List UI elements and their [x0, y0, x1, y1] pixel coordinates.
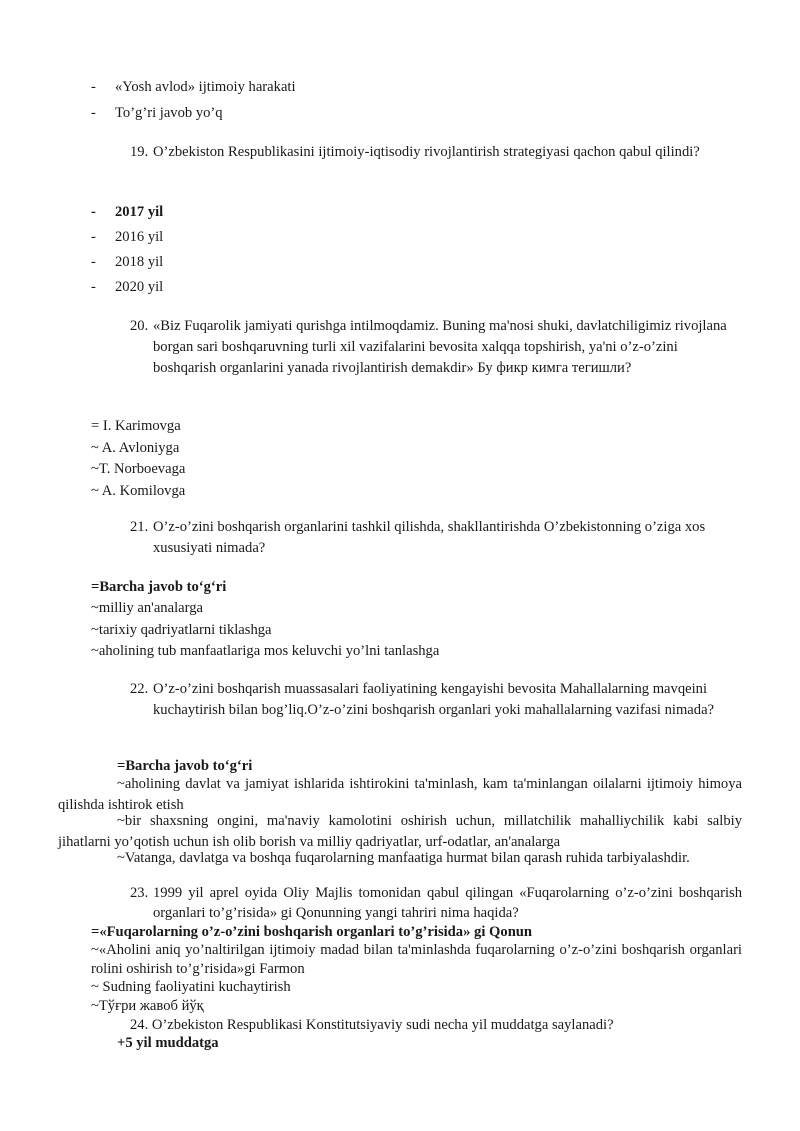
question-text: O’z-o’zini boshqarish muassasalari faoliyatining kengayishi bevosita Mahallalarning mavqeini kuchaytirish bilan bog’liq.O’z-o’zini boshqarish organlari yoki mahallalarning vazifasi nimada?: [153, 681, 715, 718]
dash-marker: -: [91, 105, 96, 121]
question-text: O’zbekiston Respublikasi Konstitutsiyaviy sudi necha yil muddatga saylanadi?: [151, 1017, 614, 1033]
answer-option: ~«Aholini aniq yo’naltirilgan ijtimoiy madad bilan ta'minlashda fuqarolarning o’z-o’zini boshqarish organlari rolini oshirish to’g’risida»gi Farmon: [91, 942, 742, 977]
answer-option: [58, 811, 742, 853]
answer-correct: +5 yil muddatga: [117, 1035, 219, 1051]
answer-option: ~ Sudning faoliyatini kuchaytirish: [91, 979, 291, 995]
answer-option: ~Tўғри жавоб йўқ: [91, 998, 204, 1014]
answer-option: ~ A. Komilovga: [91, 483, 186, 499]
question-19: [130, 142, 742, 163]
dash-marker: -: [91, 204, 96, 220]
dash-marker: -: [91, 229, 96, 245]
question-text: O’z-o’zini boshqarish organlarini tashkil qilishda, shakllantirishda O’zbekistonning o’ziga xos xususiyati nimada?: [153, 519, 706, 556]
question-20: [130, 316, 742, 379]
answer-option-text: ~aholining davlat va jamiyat ishlarida ishtirokini ta'minlash, kam ta'minlangan oilalarni ijtimoiy himoya qilishda ishtirok etish: [58, 776, 742, 813]
answer-option-text: To’g’ri javob yo’q: [115, 105, 223, 121]
answer-option-text: 2018 yil: [115, 254, 164, 270]
answer-option: ~aholining tub manfaatlariga mos keluvchi yo’lni tanlashga: [91, 643, 440, 659]
question-23: [130, 883, 742, 923]
question-22: [130, 679, 742, 721]
question-number: 23.: [130, 885, 149, 901]
answer-option: [91, 253, 741, 272]
question-text: 1999 yil aprel oyida Oliy Majlis tomonidan qabul qilingan «Fuqarolarning o’z-o’zini boshqarish organlari to’g’risida» gi Qonunning yangi tahriri nima haqida?: [153, 885, 742, 921]
dash-marker: -: [91, 279, 96, 295]
question-21: [130, 517, 742, 559]
question-text: O’zbekiston Respublikasini ijtimoiy-iqtisodiy rivojlantirish strategiyasi qachon qabul qilindi?: [153, 144, 700, 160]
answer-correct: =Barcha javob to‘g‘ri: [91, 579, 227, 595]
answer-option: [91, 78, 741, 97]
question-number: 19.: [130, 144, 149, 160]
answer-correct: = I. Karimovga: [91, 418, 181, 434]
answer-correct: =Barcha javob to‘g‘ri: [117, 758, 253, 774]
question-number: 20.: [130, 318, 149, 334]
answer-option: [58, 774, 742, 816]
answer-option-text: «Yosh avlod» ijtimoiy harakati: [115, 79, 296, 95]
answer-option: ~T. Norboevaga: [91, 461, 186, 477]
answer-option-correct: [91, 203, 741, 222]
answer-correct: =«Fuqarolarning o’z-o’zini boshqarish organlari to’g’risida» gi Qonun: [91, 924, 533, 940]
answer-option: [91, 278, 741, 297]
dash-marker: -: [91, 254, 96, 270]
question-number: 24.: [130, 1017, 149, 1033]
answer-option-text: 2020 yil: [115, 279, 164, 295]
question-number: 22.: [130, 681, 149, 697]
answer-option-text: ~Vatanga, davlatga va boshqa fuqarolarning manfaatiga hurmat bilan qarash ruhida tarbiyalashdir.: [117, 850, 690, 866]
answer-option-text: 2017 yil: [115, 204, 164, 220]
answer-option: [58, 848, 742, 869]
answer-option: ~tarixiy qadriyatlarni tiklashga: [91, 622, 272, 638]
question-text: «Biz Fuqarolik jamiyati qurishga intilmoqdamiz. Buning ma'nosi shuki, davlatchiligimiz rivojlana borgan sari boshqaruvning turli xil vazifalarini bevosita xalqqa topshirish, ya'ni o’z-o’zini boshqarish organlarini yanada rivojlantirish demakdir» Бу фикр кимга тегишли?: [153, 318, 727, 376]
answer-option: [91, 228, 741, 247]
answer-option-text: ~bir shaxsning ongini, ma'naviy kamolotini oshirish uchun, millatchilik mahalliychilik kabi salbiy jihatlarni yo’qotish uchun ish olib borish va milliy qadriyatlar, urf-odatlar, an'analarga: [58, 813, 742, 850]
answer-option: ~milliy an'analarga: [91, 600, 203, 616]
question-number: 21.: [130, 519, 149, 535]
answer-option: ~ A. Avloniyga: [91, 440, 180, 456]
dash-marker: -: [91, 79, 96, 95]
answer-option: [91, 104, 741, 123]
answer-option-text: 2016 yil: [115, 229, 164, 245]
